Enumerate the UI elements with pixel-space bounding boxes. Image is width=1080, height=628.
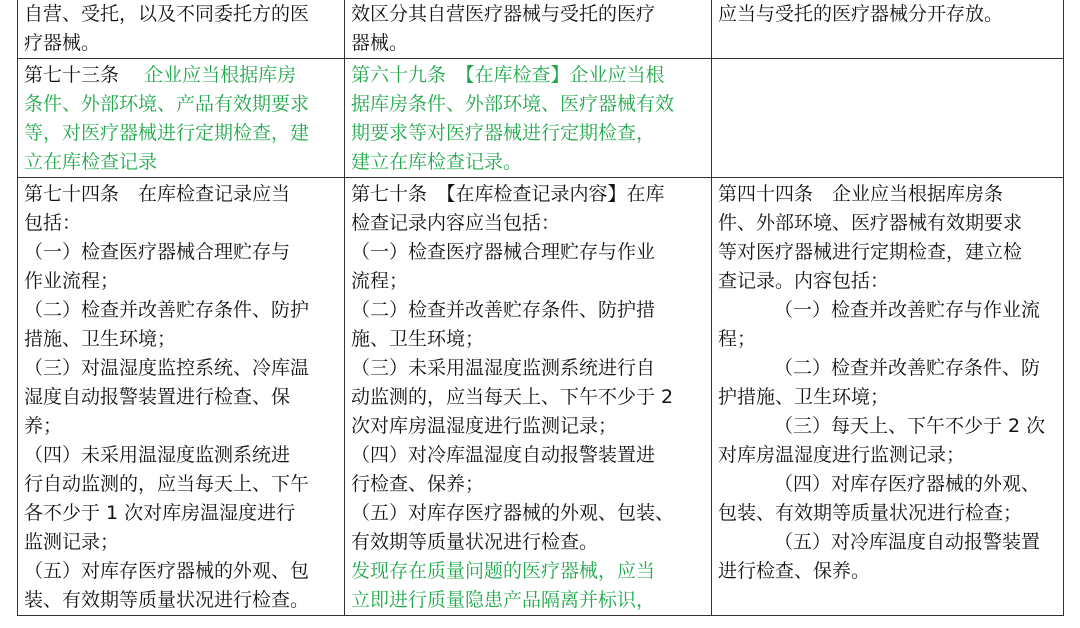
cell-draft-version: 第六十九条 【在库检查】企业应当根 据库房条件、外部环境、医疗器械有效 期要求等对医疗器械进行定期检查， 建立在库检查记录。 <box>345 59 712 178</box>
cell-current-version: 第四十四条 企业应当根据库房条 件、外部环境、医疗器械有效期要求 等对医疗器械进行定期检查，建立检 查记录。内容包括： （一）检查并改善贮存与作业流 程； （二）检查并改善贮存条件、防 护措施、卫生环境； （三）每天上、下午不少于 2 次 对库房温湿度进行监测记录； （四）对库存医疗器械的外观、 包装、有效期等质量状况进行检查； （五）对冷库温度自动报警装置 进行检查、保养。 <box>712 178 1064 616</box>
cell-draft-version: 第七十条 【在库检查记录内容】在库 检查记录内容应当包括： （一）检查医疗器械合理贮存与作业 流程； （二）检查并改善贮存条件、防护措 施、卫生环境； （三）未采用温湿度监测系统进行自 动监测的，应当每天上、下午不少于 2 次对库房温湿度进行监测记录； （四）对冷库温湿度自动报警装置进 行检查、保养； （五）对库存医疗器械的外观、包装、 有效期等质量状况进行检查。 发现存在质量问题的医疗器械，应当 立即进行质量隐患产品隔离并标识， <box>345 178 712 616</box>
cell-draft-version: 效区分其自营医疗器械与受托的医疗 器械。 <box>345 0 712 59</box>
table-row <box>18 178 1064 616</box>
cell-old-version: 第七十四条 在库检查记录应当 包括： （一）检查医疗器械合理贮存与 作业流程； （二）检查并改善贮存条件、防护 措施、卫生环境； （三）对温湿度监控系统、冷库温 湿度自动报警装置进行检查、保 养； （四）未采用温湿度监测系统进 行自动监测的，应当每天上、下午 各不少于 1 次对库房温湿度进行 监测记录； （五）对库存医疗器械的外观、包 装、有效期等质量状况进行检查。 <box>18 178 345 616</box>
comparison-table <box>17 0 1064 616</box>
cell-current-version <box>712 59 1064 178</box>
table-row <box>18 0 1064 59</box>
cell-old-version: 第七十三条 企业应当根据库房 条件、外部环境、产品有效期要求 等，对医疗器械进行定期检查，建 立在库检查记录 <box>18 59 345 178</box>
article-number: 第六十九条 <box>351 64 447 86</box>
cell-current-version: 应当与受托的医疗器械分开存放。 <box>712 0 1064 59</box>
cell-old-version: 自营、受托，以及不同委托方的医 疗器械。 <box>18 0 345 59</box>
article-number: 第七十三条 <box>24 64 120 86</box>
table-row <box>18 59 1064 178</box>
